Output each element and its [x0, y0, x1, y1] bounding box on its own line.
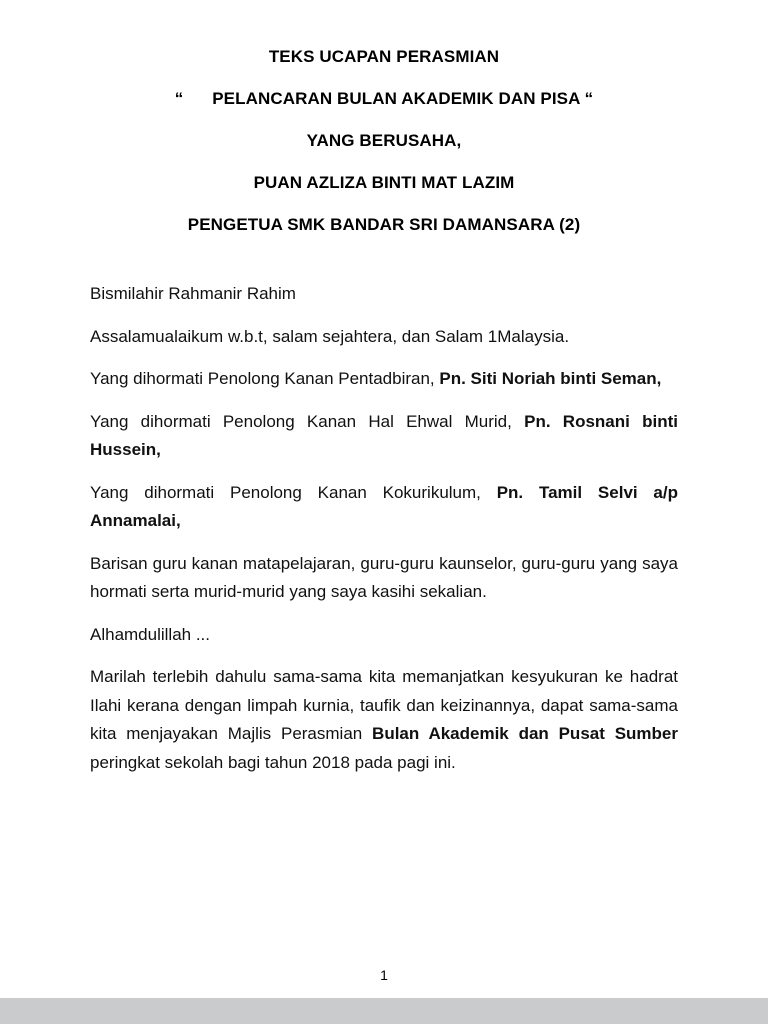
paragraph-kokurikulum: [90, 479, 678, 536]
paragraph-guru: [90, 550, 678, 607]
title-line-5: PENGETUA SMK BANDAR SRI DAMANSARA (2): [187, 215, 581, 234]
paragraph-text: Alhamdulillah ...: [90, 624, 211, 644]
paragraph-bismillah: [90, 280, 678, 309]
title-line-2: “ PELANCARAN BULAN AKADEMIK DAN PISA “: [174, 89, 594, 108]
paragraph-text: peringkat sekolah bagi tahun 2018 pada pagi ini.: [90, 752, 456, 772]
title-block: [90, 46, 678, 236]
paragraph-text-bold: Pn. Siti Noriah binti Seman,: [439, 369, 662, 388]
paragraph-text-bold: Bulan Akademik dan Pusat Sumber: [372, 724, 678, 743]
body-block: [90, 280, 678, 777]
paragraph-text: Barisan guru kanan matapelajaran, guru-guru kaunselor, guru-guru yang saya hormati serta murid-murid yang saya kasihi sekalian.: [90, 553, 678, 601]
paragraph-text: Yang dihormati Penolong Kanan Kokurikulum,: [90, 482, 497, 502]
paragraph-text-bold: Pn. Tamil Selvi a/p Annamalai,: [90, 482, 678, 530]
paragraph-text: Yang dihormati Penolong Kanan Pentadbiran,: [90, 369, 440, 388]
paragraph-text: Yang dihormati Penolong Kanan Hal Ehwal Murid,: [90, 411, 525, 431]
paragraph-marilah: [90, 663, 678, 777]
paragraph-text-bold: Pn. Rosnani binti Hussein,: [90, 411, 678, 459]
paragraph-alhamdulillah: [90, 621, 678, 650]
paragraph-pentadbiran: [90, 365, 678, 394]
paragraph-text: Marilah terlebih dahulu sama-sama kita memanjatkan kesyukuran ke hadrat Ilahi kerana dengan limpah kurnia, taufik dan keizinannya, dapat sama-sama kita menjayakan Majlis Perasmian: [90, 667, 678, 743]
title-line-1: TEKS UCAPAN PERASMIAN: [268, 47, 500, 66]
paragraph-salam: [90, 323, 678, 352]
title-line-3: YANG BERUSAHA,: [306, 131, 462, 150]
page-number: 1: [380, 967, 388, 983]
paragraph-text: Bismilahir Rahmanir Rahim: [90, 284, 296, 303]
paragraph-text: Assalamualaikum w.b.t, salam sejahtera, dan Salam 1Malaysia.: [90, 326, 570, 346]
title-line-4: PUAN AZLIZA BINTI MAT LAZIM: [253, 173, 515, 192]
page-bottom-edge: [0, 998, 768, 1011]
paragraph-hem: [90, 408, 678, 465]
